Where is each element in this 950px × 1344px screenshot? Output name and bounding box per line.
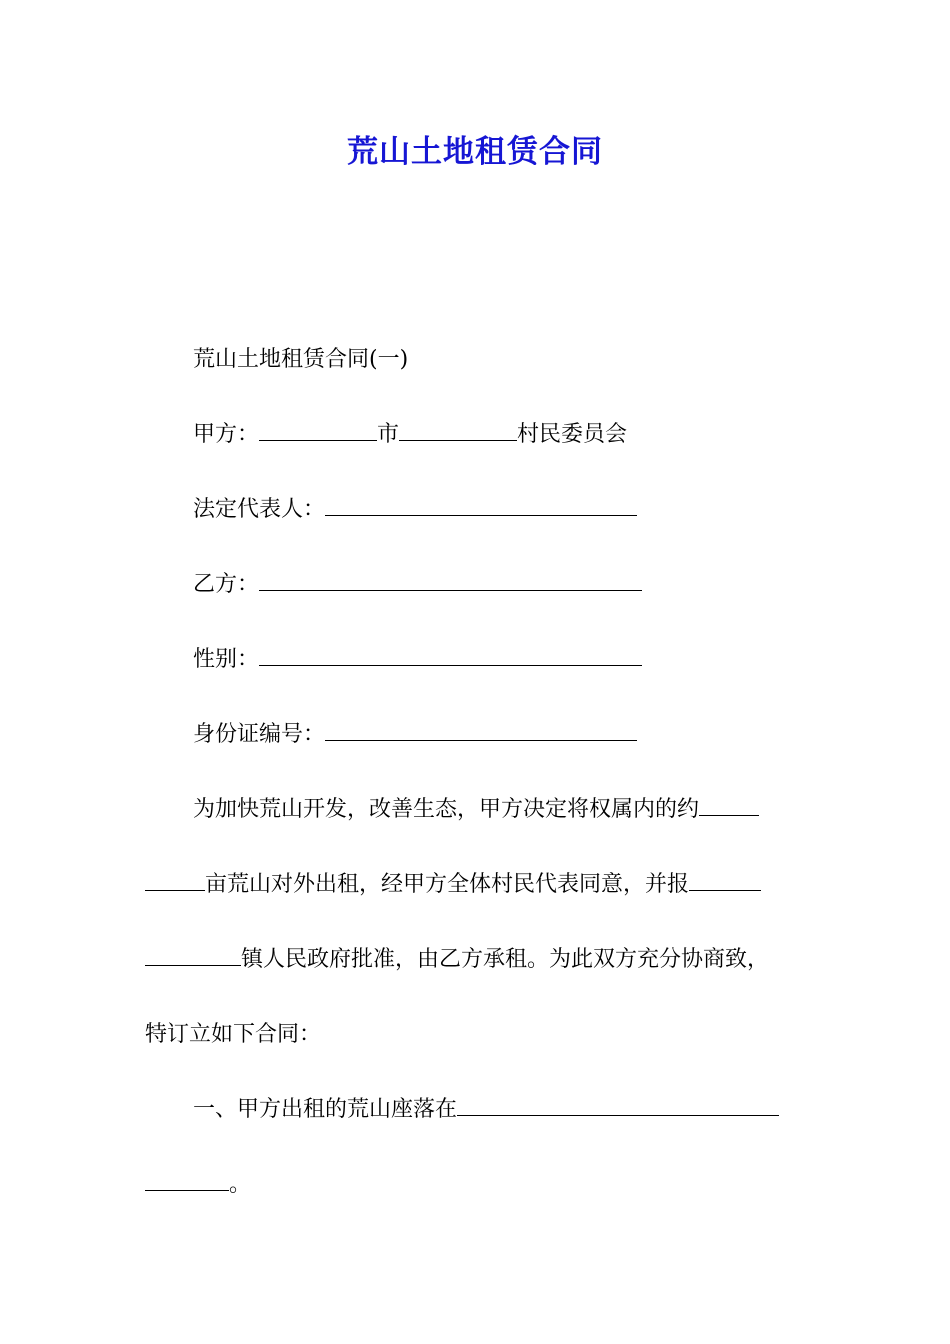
paragraph-1-line-3: [145, 945, 769, 975]
party-a-label: 甲方：: [193, 422, 260, 447]
id-line: [193, 720, 637, 750]
paragraph-1-text-3: 镇人民政府批准，由乙方承租。为此双方充分协商致，: [241, 947, 770, 972]
party-a-village-suffix: 村民委员会: [517, 422, 628, 447]
party-a-line: [193, 420, 627, 450]
party-b-line: [193, 570, 642, 600]
paragraph-1-line-4: 特订立如下合同：: [145, 1022, 322, 1047]
gender-label: 性别：: [193, 647, 260, 672]
gender-line: [193, 645, 642, 675]
paragraph-1-text-1: 为加快荒山开发，改善生态，甲方决定将权属内的约: [193, 797, 700, 822]
area-blank-part-1: [699, 795, 759, 816]
contract-subtitle: 荒山土地租赁合同(一): [193, 347, 409, 372]
area-blank-part-2: [145, 870, 205, 891]
party-b-label: 乙方：: [193, 572, 260, 597]
party-a-city-blank: [259, 420, 377, 441]
town-blank-part-2: [145, 945, 241, 966]
document-title: 荒山土地租赁合同: [347, 134, 603, 170]
location-blank-part-1: [457, 1095, 779, 1116]
clause-1-line-2: [145, 1170, 251, 1200]
party-a-village-blank: [399, 420, 517, 441]
clause-1-end: 。: [229, 1172, 252, 1197]
legal-rep-blank: [325, 495, 637, 516]
paragraph-1-line-1: [193, 795, 759, 825]
location-blank-part-2: [145, 1170, 229, 1191]
gender-blank: [259, 645, 642, 666]
paragraph-1-line-2: [145, 870, 761, 900]
id-label: 身份证编号：: [193, 722, 326, 747]
legal-rep-label: 法定代表人：: [193, 497, 326, 522]
legal-rep-line: [193, 495, 637, 525]
clause-1-text: 一、甲方出租的荒山座落在: [193, 1097, 458, 1122]
paragraph-1-text-2: 亩荒山对外出租，经甲方全体村民代表同意，并报: [205, 872, 690, 897]
party-b-blank: [259, 570, 642, 591]
id-blank: [325, 720, 637, 741]
town-blank-part-1: [689, 870, 761, 891]
party-a-city-suffix: 市: [377, 422, 400, 447]
clause-1-line-1: [193, 1095, 779, 1125]
